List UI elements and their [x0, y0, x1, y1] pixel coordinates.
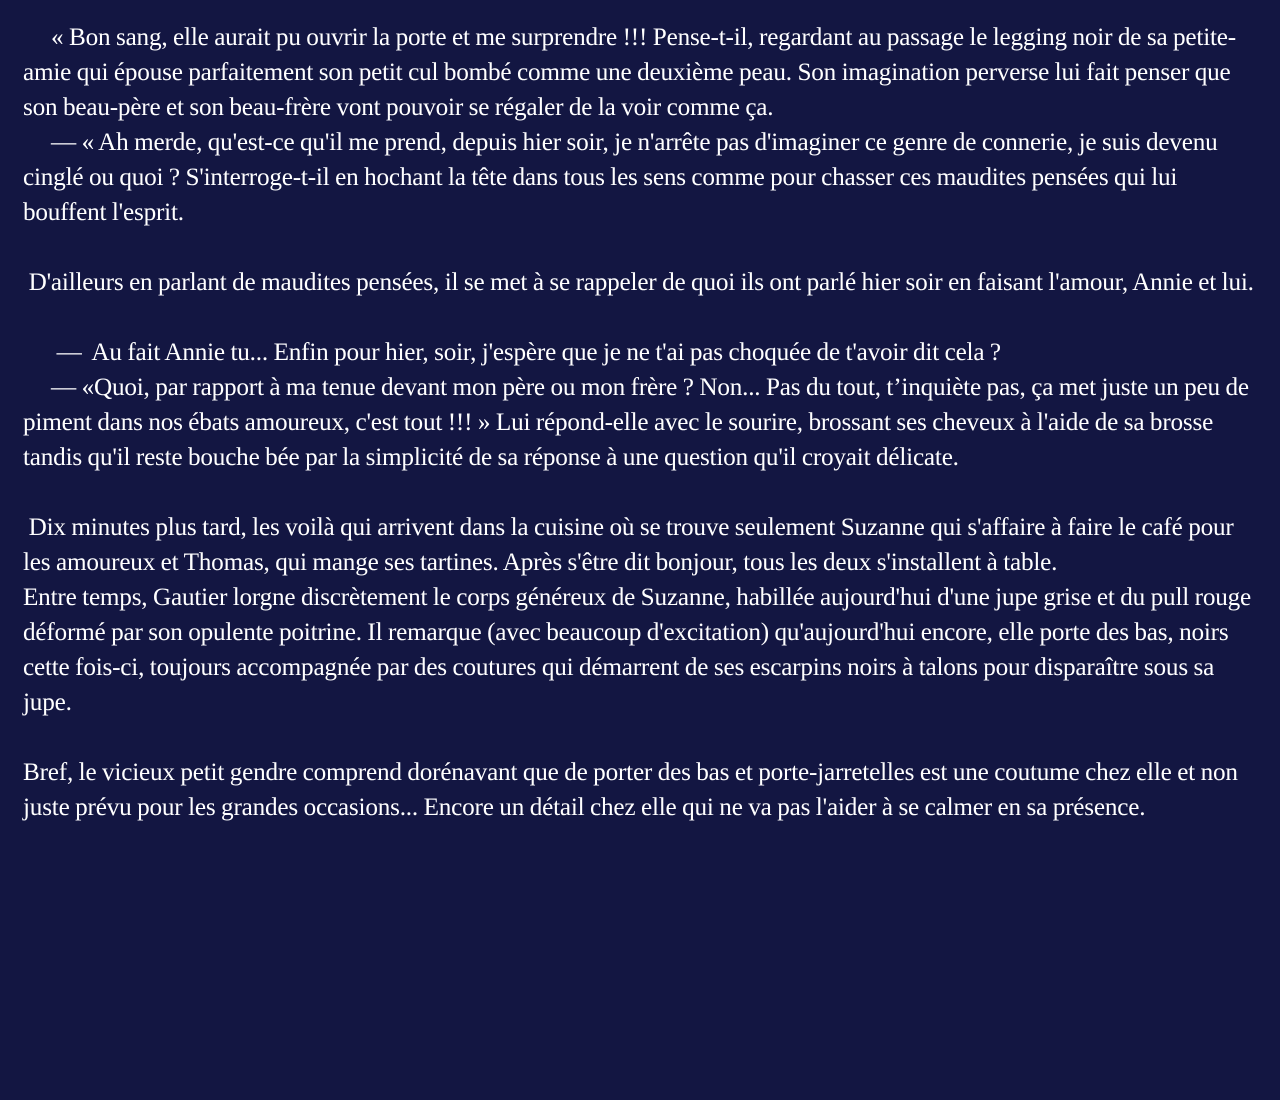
paragraph-gap	[23, 230, 1263, 265]
paragraph-au-fait-annie: — Au fait Annie tu... Enfin pour hier, soir, j'espère que je ne t'ai pas choquée de t'avoir dit cela ?	[23, 339, 1001, 366]
paragraph-gap	[23, 475, 1263, 510]
paragraph-bref: Bref, le vicieux petit gendre comprend dorénavant que de porter des bas et porte-jarretelles est une coutume chez elle et non juste prévu pour les grandes occasions... Encore un détail chez elle qui ne va pas l'aider à se calmer en sa présence.	[23, 759, 1244, 821]
paragraph-gap	[23, 300, 1263, 335]
paragraph-ah-merde: — « Ah merde, qu'est-ce qu'il me prend, depuis hier soir, je n'arrête pas d'imaginer ce genre de connerie, je suis devenu cinglé ou quoi ? S'interroge-t-il en hochant la tête dans tous les sens comme pour chasser ces maudites pensées qui lui bouffent l'esprit.	[23, 129, 1224, 226]
paragraph-maudites-pensees: D'ailleurs en parlant de maudites pensées, il se met à se rappeler de quoi ils ont parlé hier soir en faisant l'amour, Annie et lui.	[23, 269, 1254, 296]
paragraph-dix-minutes: Dix minutes plus tard, les voilà qui arrivent dans la cuisine où se trouve seulement Suzanne qui s'affaire à faire le café pour les amoureux et Thomas, qui mange ses tartines. Après s'être dit bonjour, tous les deux s'installent à table.	[23, 514, 1240, 576]
paragraph-entre-temps: Entre temps, Gautier lorgne discrètement le corps généreux de Suzanne, habillée aujourd'hui d'une jupe grise et du pull rouge déformé par son opulente poitrine. Il remarque (avec beaucoup d'excitation) qu'aujourd'hui encore, elle porte des bas, noirs cette fois-ci, toujours accompagnée par des coutures qui démarrent de ses escarpins noirs à talons pour disparaître sous sa jupe.	[23, 584, 1257, 716]
paragraph-door: « Bon sang, elle aurait pu ouvrir la porte et me surprendre !!! Pense-t-il, regardant au passage le legging noir de sa petite-amie qui épouse parfaitement son petit cul bombé comme une deuxième peau. Son imagination perverse lui fait penser que son beau-père et son beau-frère vont pouvoir se régaler de la voir comme ça.	[23, 24, 1237, 121]
paragraph-quoi-tenue: — «Quoi, par rapport à ma tenue devant mon père ou mon frère ? Non... Pas du tout, t’inquiète pas, ça met juste un peu de piment dans nos ébats amoureux, c'est tout !!! » Lui répond-elle avec le sourire, brossant ses cheveux à l'aide de sa brosse tandis qu'il reste bouche bée par la simplicité de sa réponse à une question qu'il croyait délicate.	[23, 374, 1255, 471]
document-page	[23, 20, 1263, 825]
paragraph-gap	[23, 720, 1263, 755]
